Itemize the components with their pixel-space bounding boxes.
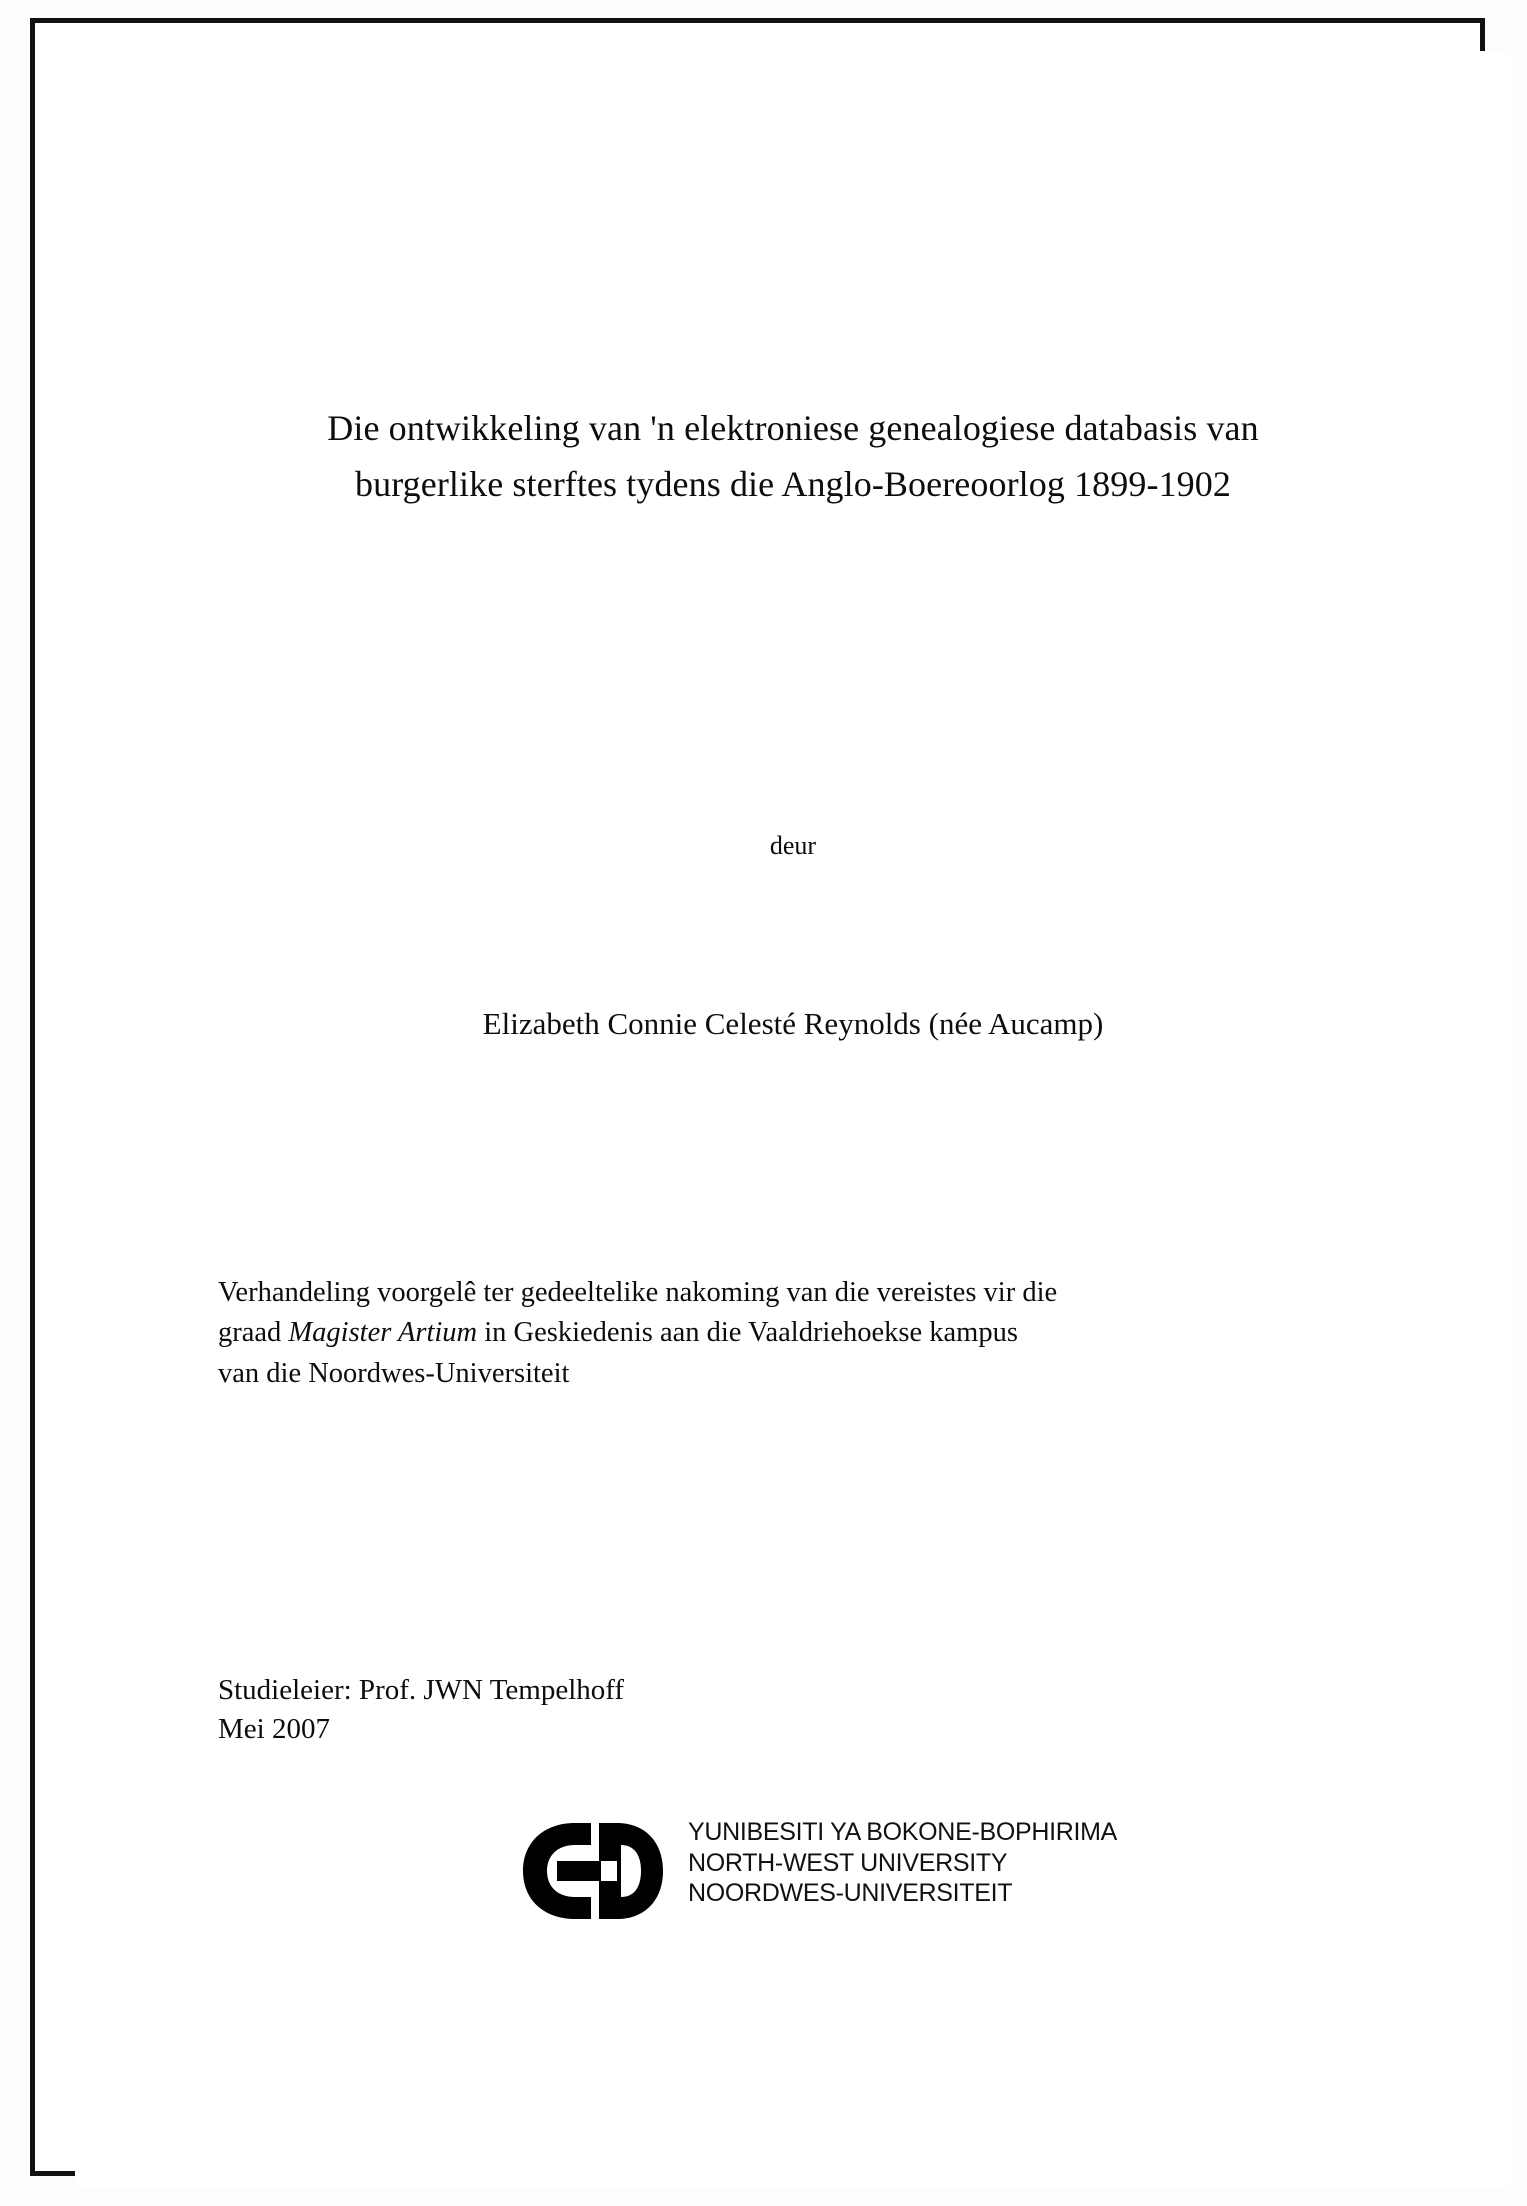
date-line: Mei 2007 xyxy=(218,1713,330,1746)
nwu-logo-icon xyxy=(513,1817,673,1925)
statement-line-2-after: in Geskiedenis aan die Vaaldriehoekse kampus xyxy=(477,1317,1018,1349)
statement-line-1: Verhandeling voorgelê ter gedeeltelike nakoming van die vereistes vir die xyxy=(218,1277,1058,1308)
degree-name: Magister Artium xyxy=(288,1317,478,1349)
degree-statement xyxy=(218,1273,1363,1394)
statement-line-3: van die Noordwes-Universiteit xyxy=(218,1357,570,1389)
byline-label: deur xyxy=(769,831,817,860)
scan-border xyxy=(30,18,1485,2176)
author-name: Elizabeth Connie Celesté Reynolds (née Aucamp) xyxy=(482,1006,1104,1041)
logo-text xyxy=(688,1817,1117,1909)
page-content xyxy=(213,51,1373,2189)
university-logo xyxy=(513,1811,1273,1931)
supervisor-and-date xyxy=(218,1671,1018,1749)
title-line-2: burgerlike sterftes tydens die Anglo-Boereoorlog 1899-1902 xyxy=(355,463,1231,504)
title-line-1: Die ontwikkeling van 'n elektroniese genealogiese databasis van xyxy=(327,408,1259,448)
logo-text-line-1: YUNIBESITI YA BOKONE-BOPHIRIMA xyxy=(688,1818,1118,1846)
logo-text-line-2: NORTH-WEST UNIVERSITY xyxy=(688,1848,1008,1877)
page-title xyxy=(213,401,1373,513)
statement-line-2-before: graad xyxy=(218,1317,289,1349)
logo-text-line-3: NOORDWES-UNIVERSITEIT xyxy=(688,1879,1013,1907)
supervisor-line: Studieleier: Prof. JWN Tempelhoff xyxy=(218,1674,625,1706)
statement-line-2 xyxy=(218,1313,1363,1353)
